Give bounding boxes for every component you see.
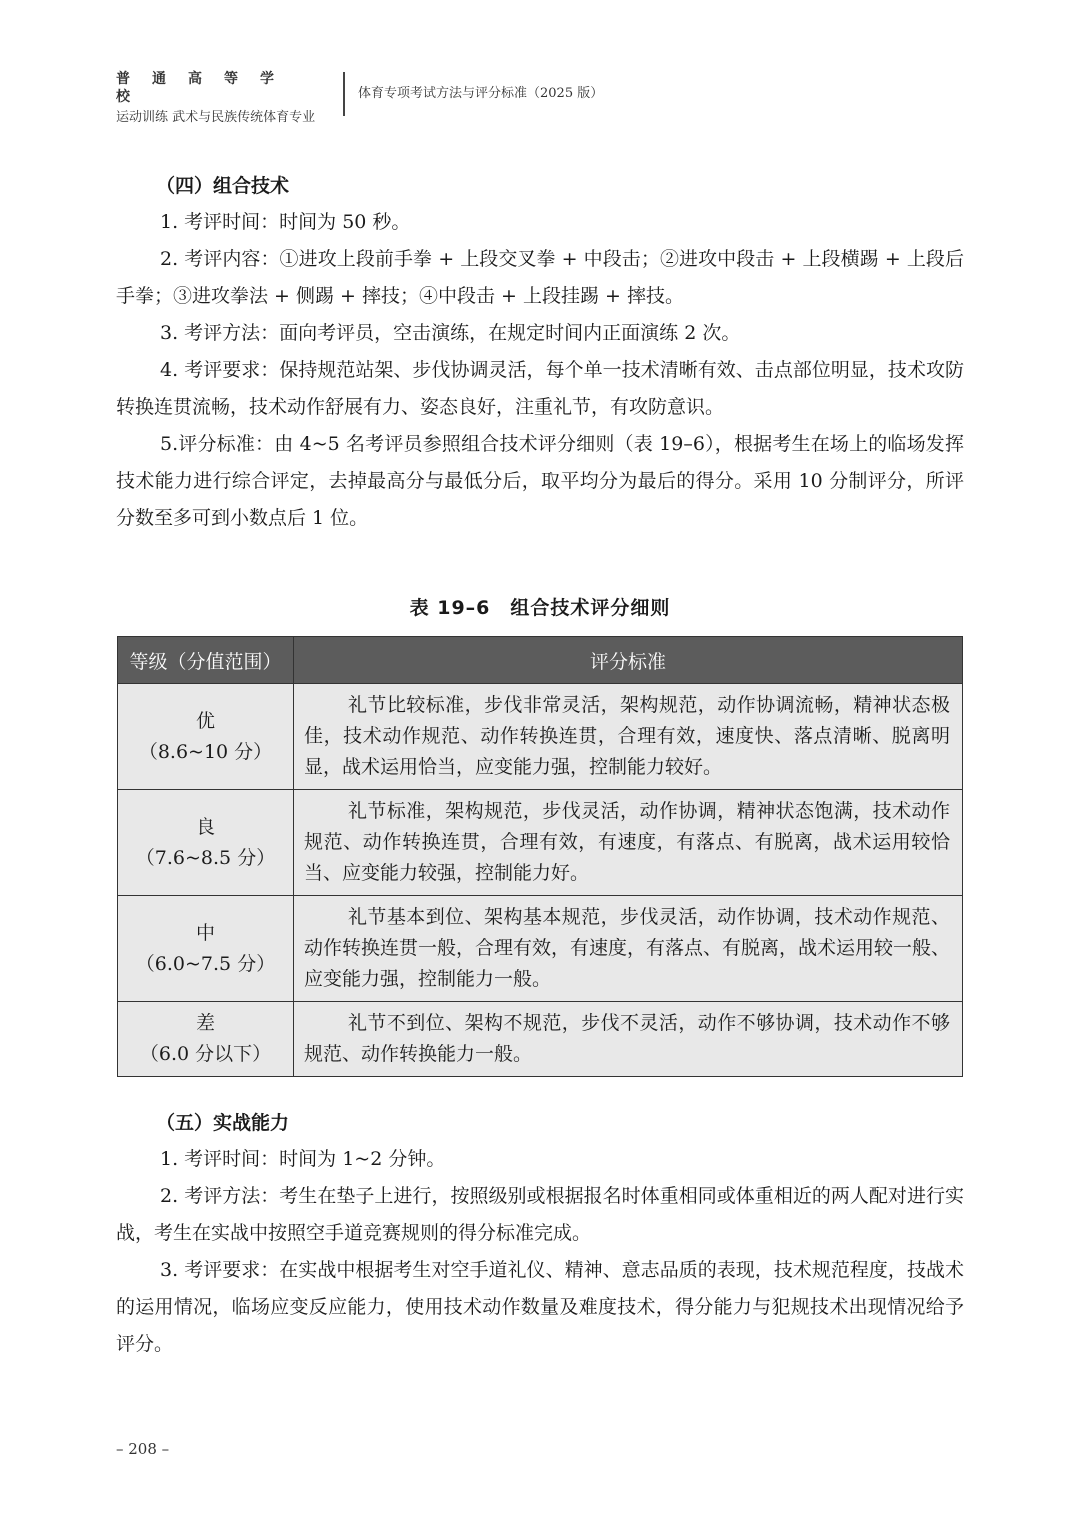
section4-p4: 4. 考评要求：保持规范站架、步伐协调灵活，每个单一技术清晰有效、击点部位明显，技术攻防转换连贯流畅，技术动作舒展有力、姿态良好，注重礼节，有攻防意识。 <box>116 359 964 418</box>
school-label: 普通高等学校 <box>116 71 296 105</box>
page-number: – 208 – <box>116 1440 170 1458</box>
grade-range: （7.6~8.5 分） <box>135 846 276 869</box>
grade-cell <box>118 1002 294 1077</box>
table-row <box>118 790 963 896</box>
grade-cell <box>118 896 294 1002</box>
grade-cell <box>118 790 294 896</box>
section4-heading: （四）组合技术 <box>156 175 290 197</box>
section4-p5: 5.评分标准：由 4~5 名考评员参照组合技术评分细则（表 19–6），根据考生在场上的临场发挥技术能力进行综合评定，去掉最高分与最低分后，取平均分为最后的得分。采用 10 分制评分，所评分数至多可到小数点后 1 位。 <box>116 433 964 529</box>
section5-heading: （五）实战能力 <box>156 1112 290 1134</box>
grade-range: （8.6~10 分） <box>138 740 273 763</box>
table-row <box>118 1002 963 1077</box>
table-row <box>118 896 963 1002</box>
grade-label: 良 <box>195 815 215 838</box>
grade-label: 优 <box>195 709 215 732</box>
grade-range: （6.0~7.5 分） <box>135 952 276 975</box>
criteria-cell: 礼节不到位、架构不规范，步伐不灵活，动作不够协调，技术动作不够规范、动作转换能力一般。 <box>294 1002 963 1077</box>
section4-p2: 2. 考评内容：①进攻上段前手拳 + 上段交叉拳 + 中段击；②进攻中段击 + 上段横踢 + 上段后手拳；③进攻拳法 + 侧踢 + 摔技；④中段击 + 上段挂踢 + 摔技。 <box>116 248 964 307</box>
table-row <box>118 684 963 790</box>
grade-cell <box>118 684 294 790</box>
grade-label: 中 <box>195 921 215 944</box>
criteria-cell: 礼节比较标准，步伐非常灵活，架构规范，动作协调流畅，精神状态极佳，技术动作规范、动作转换连贯，合理有效，速度快、落点清晰、脱离明显，战术运用恰当，应变能力强，控制能力较好。 <box>294 684 963 790</box>
section4-p3: 3. 考评方法：面向考评员，空击演练，在规定时间内正面演练 2 次。 <box>160 322 741 344</box>
grade-range: （6.0 分以下） <box>139 1043 272 1065</box>
criteria-cell: 礼节基本到位、架构基本规范，步伐灵活，动作协调，技术动作规范、动作转换连贯一般，合理有效，有速度，有落点、有脱离，战术运用较一般、应变能力强，控制能力一般。 <box>294 896 963 1002</box>
header-divider <box>343 72 345 116</box>
criteria-cell: 礼节标准，架构规范，步伐灵活，动作协调，精神状态饱满，技术动作规范、动作转换连贯，合理有效，有速度，有落点、有脱离，战术运用较恰当、应变能力较强，控制能力好。 <box>294 790 963 896</box>
header-criteria: 评分标准 <box>294 637 963 684</box>
major-label: 运动训练 武术与民族传统体育专业 <box>116 110 316 125</box>
header-left <box>116 70 326 128</box>
section5-p1: 1. 考评时间：时间为 1~2 分钟。 <box>160 1148 446 1170</box>
scoring-table <box>117 636 963 1077</box>
section5-p3: 3. 考评要求：在实战中根据考生对空手道礼仪、精神、意志品质的表现，技术规范程度，技战术的运用情况，临场应变反应能力，使用技术动作数量及难度技术，得分能力与犯规技术出现情况给予评分。 <box>116 1259 964 1355</box>
page-content <box>116 168 964 1363</box>
section5-p2: 2. 考评方法：考生在垫子上进行，按照级别或根据报名时体重相同或体重相近的两人配对进行实战，考生在实战中按照空手道竞赛规则的得分标准完成。 <box>116 1185 964 1244</box>
table-header-row <box>118 637 963 684</box>
book-title: 体育专项考试方法与评分标准（2025 版） <box>358 86 604 101</box>
header-grade: 等级（分值范围） <box>118 637 294 684</box>
table-title: 表 19–6 组合技术评分细则 <box>409 597 671 619</box>
section4-p1: 1. 考评时间：时间为 50 秒。 <box>160 211 411 233</box>
grade-label: 差 <box>195 1012 215 1034</box>
